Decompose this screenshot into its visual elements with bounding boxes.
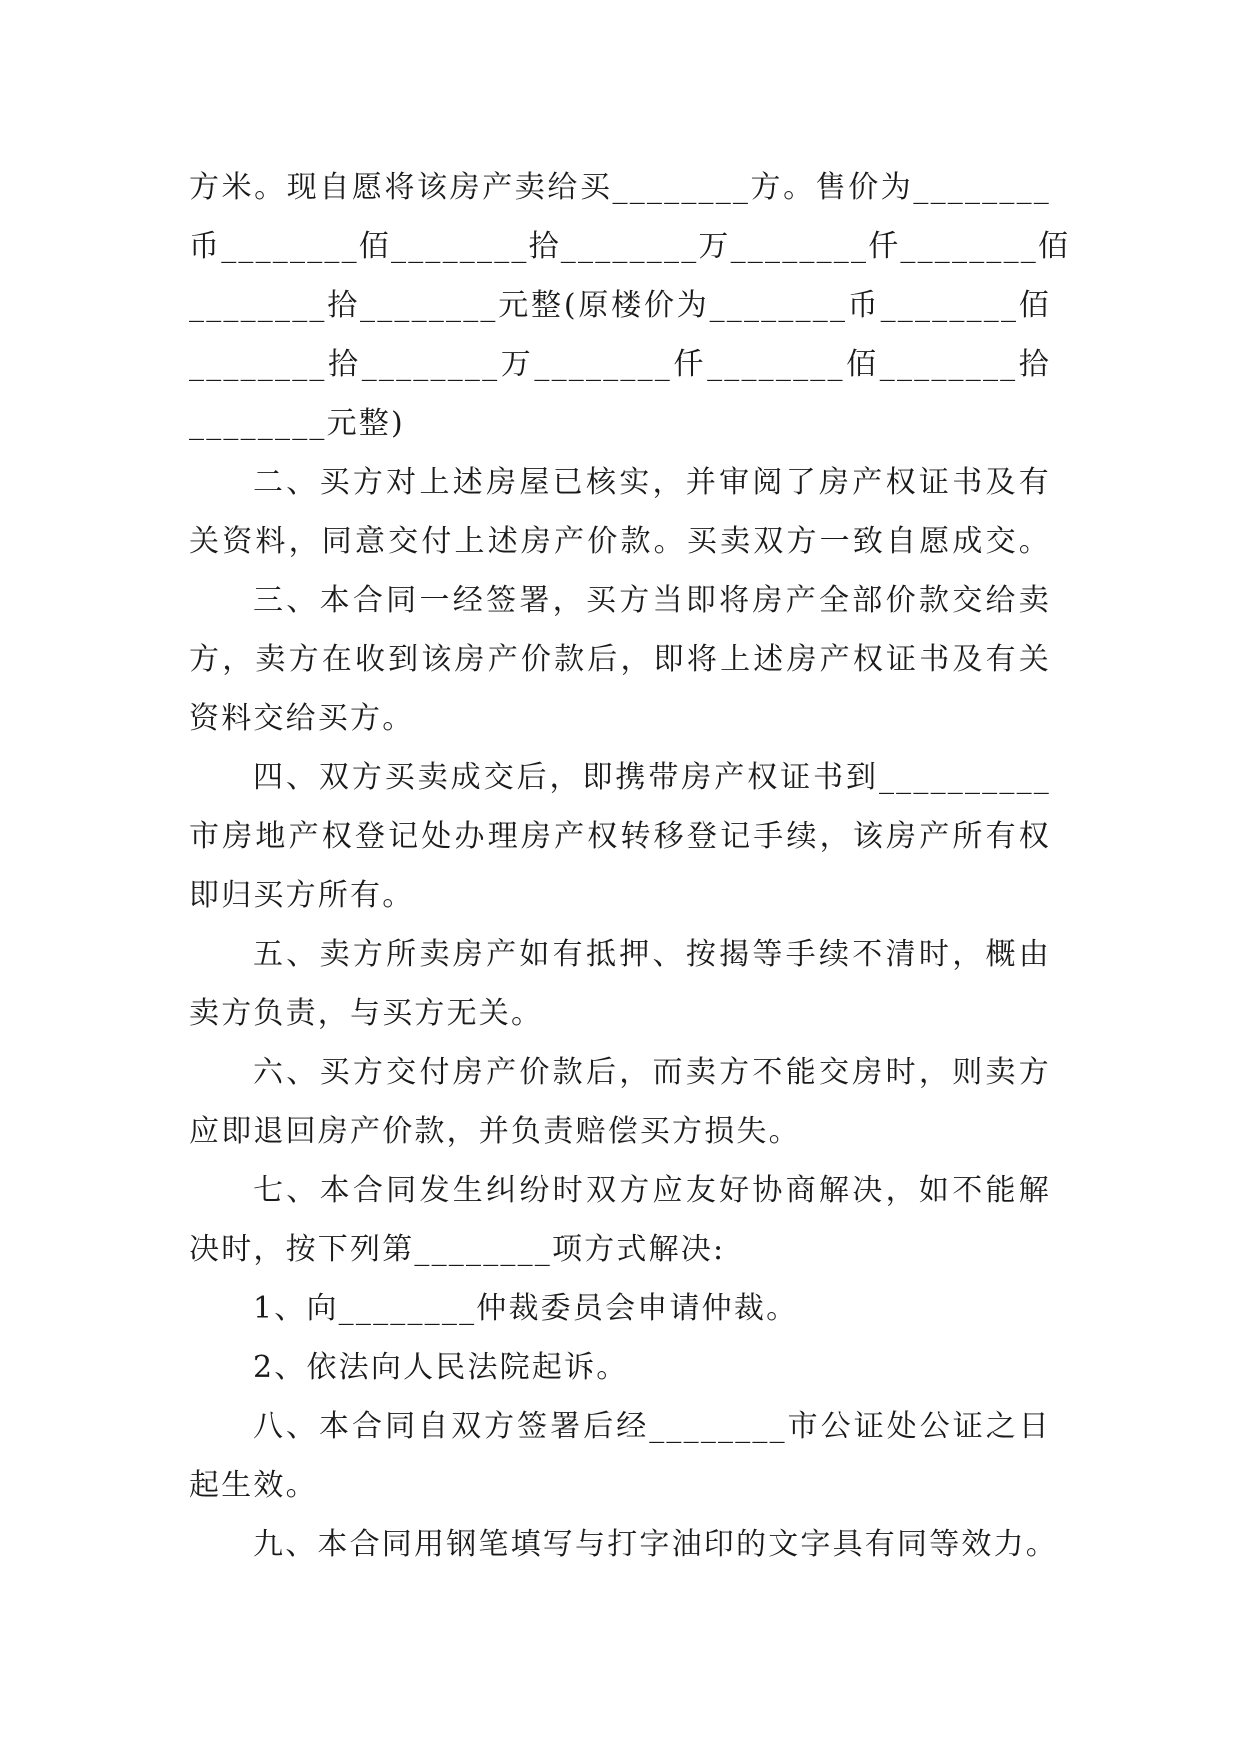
- document-page: [189, 158, 1071, 1574]
- clause-6-line-2: 应即退回房产价款，并负责赔偿买方损失。: [189, 1114, 801, 1149]
- contract-line-price-amount: 币________佰________拾________万________仟________佰: [189, 229, 1071, 264]
- clause-5-line-1: 五、卖方所卖房产如有抵押、按揭等手续不清时，概由: [253, 937, 1051, 972]
- clause-3-line-2: 方，卖方在收到该房产价款后，即将上述房产权证书及有关: [189, 642, 1051, 677]
- clause-2-line-2: 关资料，同意交付上述房产价款。买卖双方一致自愿成交。: [189, 524, 1051, 559]
- clause-7-option-2: 2、依法向人民法院起诉。: [253, 1350, 629, 1385]
- clause-8-line-2: 起生效。: [189, 1468, 318, 1503]
- contract-line-original-price: ________拾________元整(原楼价为________币________佰: [189, 288, 1051, 323]
- clause-9-line-1: 九、本合同用钢笔填写与打字油印的文字具有同等效力。: [253, 1527, 1058, 1562]
- clause-2-line-1: 二、买方对上述房屋已核实，并审阅了房产权证书及有: [253, 465, 1051, 500]
- clause-5-line-2: 卖方负责，与买方无关。: [189, 996, 544, 1031]
- clause-6-line-1: 六、买方交付房产价款后，而卖方不能交房时，则卖方: [253, 1055, 1051, 1090]
- clause-7-option-1: 1、向________仲裁委员会申请仲裁。: [253, 1291, 799, 1326]
- contract-line-original-price-amount: ________拾________万________仟________佰________拾: [189, 347, 1051, 382]
- clause-7-line-1: 七、本合同发生纠纷时双方应友好协商解决，如不能解: [253, 1173, 1051, 1208]
- clause-8-line-1: 八、本合同自双方签署后经________市公证处公证之日: [253, 1409, 1051, 1444]
- clause-4-line-3: 即归买方所有。: [189, 878, 415, 913]
- clause-3-line-1: 三、本合同一经签署，买方当即将房产全部价款交给卖: [253, 583, 1051, 618]
- contract-line-price-end: ________元整): [189, 406, 405, 441]
- clause-3-line-3: 资料交给买方。: [189, 701, 415, 736]
- contract-line-price: 方米。现自愿将该房产卖给买________方。售价为________: [189, 170, 1051, 205]
- clause-4-line-2: 市房地产权登记处办理房产权转移登记手续，该房产所有权: [189, 819, 1051, 854]
- clause-7-line-2: 决时，按下列第________项方式解决:: [189, 1232, 726, 1267]
- clause-4-line-1: 四、双方买卖成交后，即携带房产权证书到__________: [253, 760, 1051, 795]
